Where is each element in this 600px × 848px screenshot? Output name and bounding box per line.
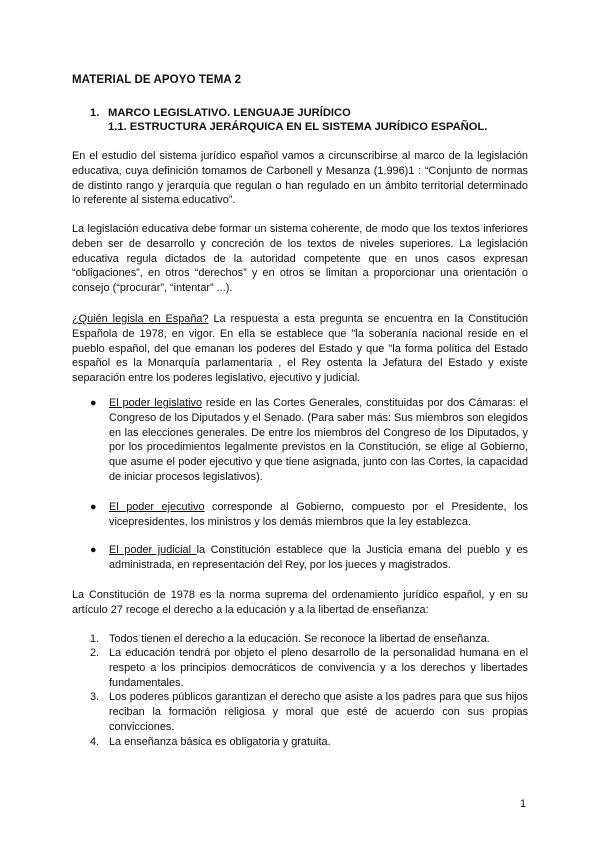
bullet-text	[109, 500, 528, 530]
bullet-text	[109, 396, 528, 485]
bullet-body: corresponde al Gobierno, compuesto por el Presidente, los vicepresidentes, los ministros y los demás miembros que la ley establezca.	[109, 501, 528, 528]
heading-1	[90, 107, 351, 119]
document-title: MATERIAL DE APOYO TEMA 2	[72, 74, 242, 86]
item-number: 2.	[90, 647, 100, 659]
item-number: 1.	[90, 633, 100, 645]
item-number: 3.	[90, 691, 100, 703]
question-answer-text: La respuesta a esta pregunta se encuentra en la Constitución Española de 1978, en vigor. En ella se establece que "la soberanía nacional reside en el pueblo español, del que emanan los poderes del Estado y que "la forma política del Estado español es la Monarquía parlamentaria , el Rey ostenta la Jefatura del Estado y existe separación entre los poderes legislativo, ejecutivo y judicial.	[72, 313, 528, 385]
item-text: La educación tendrá por objeto el pleno desarrollo de la personalidad humana en el respeto a los principios democráticos de convivencia y a los derechos y libertades fundamentales.	[109, 647, 528, 689]
bullet-body: la Constitución establece que la Justicia emana del pueblo y es administrada, en representación del Rey, por los jueces y magistrados.	[109, 544, 528, 571]
bullet-icon: ●	[90, 397, 97, 409]
item-text: Los poderes públicos garantizan el derecho que asiste a los padres para que sus hijos reciban la formación religiosa y moral que esté de acuerdo con sus propias convicciones.	[109, 691, 528, 733]
bullet-icon: ●	[90, 544, 97, 556]
paragraph-intro: En el estudio del sistema jurídico español vamos a circunscribirse al marco de la legislación educativa, cuya definición tomamos de Carbonell y Mesanza (1.996)1 : “Conjunto de normas de distinto rango y jerarquía que regulan o han regulado en un ámbito territorial determinado lo referente al sistema educativo”.	[72, 150, 528, 207]
paragraph-legislation: La legislación educativa debe formar un sistema coherente, de modo que los textos inferiores deben ser de desarrollo y concreción de los textos de niveles superiores. La legislación educativa regula dictados de la autoridad competente que en unos casos expresan “obligaciones”, en otros “derechos” y en otros se limitan a proporcionar una orientación o consejo (“procurar”, “intentar” ...).	[72, 223, 528, 295]
page-number: 1	[520, 798, 527, 810]
item-text: La enseñanza básica es obligatoria y gratuita.	[109, 736, 331, 748]
heading-1-number: 1.	[90, 107, 100, 119]
item-number: 4.	[90, 736, 100, 748]
bullet-body: reside en las Cortes Generales, constituidas por dos Cámaras: el Congreso de los Diputados y el Senado. (Para saber más: Sus miembros son elegidos en las elecciones generales. De entre los miembros del Congreso de los Diputados, y por los procedimientos legalmente previstos en la Constitución, se elige al Gobierno, que asume el poder ejecutivo y que tiene asignada, junto con las Cortes, la capacidad de iniciar procesos legislativos).	[109, 397, 528, 483]
bullet-icon: ●	[90, 501, 97, 513]
bullet-text	[109, 543, 528, 573]
heading-1-text: MARCO LEGISLATIVO. LENGUAJE JURÍDICO	[108, 107, 351, 119]
bullet-label: El poder ejecutivo	[109, 501, 205, 513]
heading-2: 1.1. ESTRUCTURA JERÁRQUICA EN EL SISTEMA JURÍDICO ESPAÑOL.	[108, 121, 488, 133]
bullet-label: El poder judicial	[109, 544, 197, 556]
bullet-label: El poder legislativo	[109, 397, 203, 409]
paragraph-who-legislates	[72, 312, 528, 386]
item-text: Todos tienen el derecho a la educación. Se reconoce la libertad de enseñanza.	[109, 633, 490, 645]
question-underlined: ¿Quién legisla en España?	[72, 313, 209, 325]
paragraph-constitution: La Constitución de 1978 es la norma suprema del ordenamiento jurídico español, y en su artículo 27 recoge el derecho a la educación y a la libertad de enseñanza:	[72, 589, 528, 616]
